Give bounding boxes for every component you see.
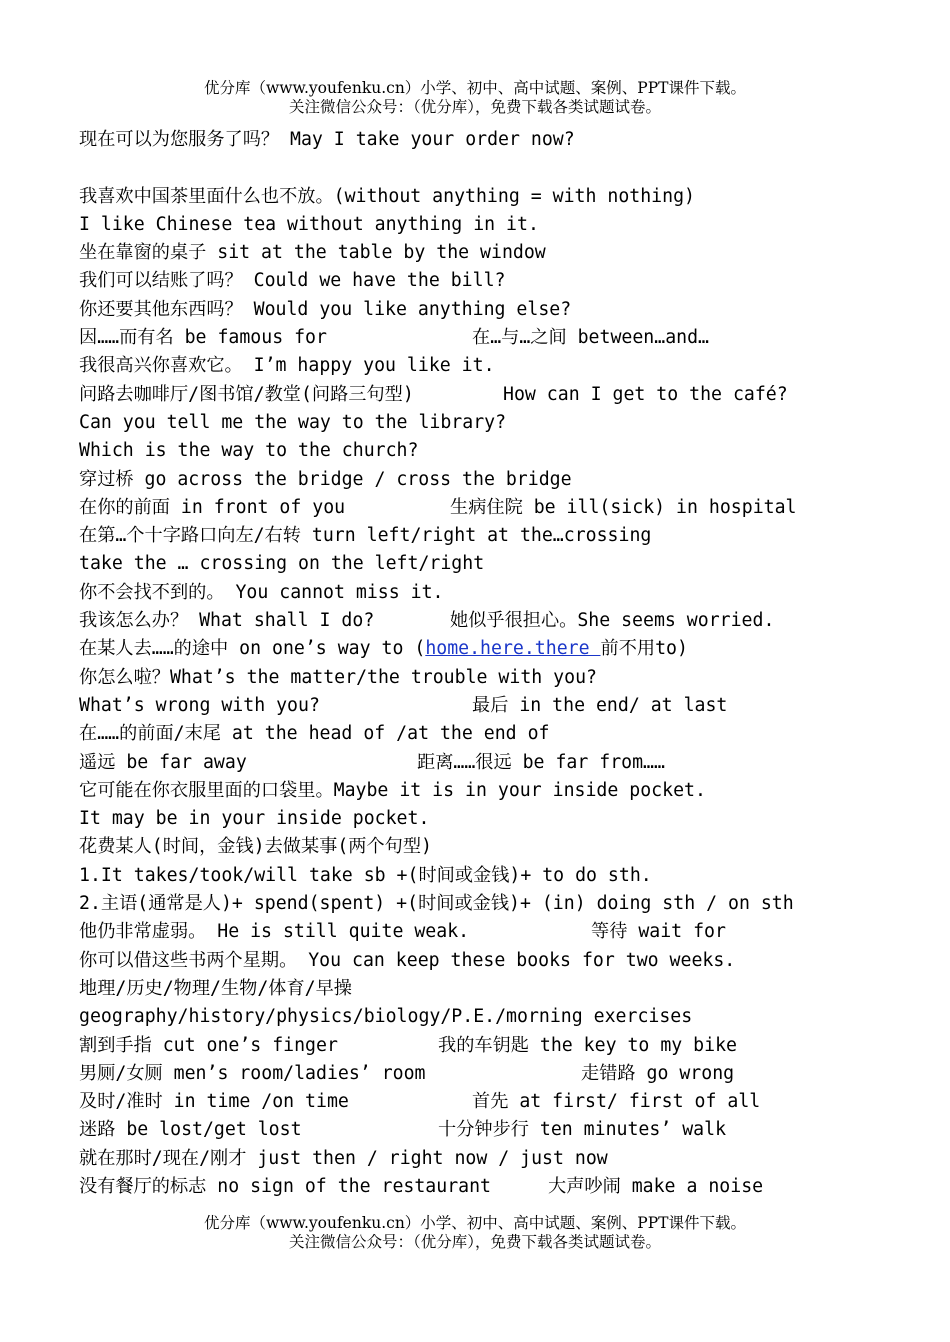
phrase-left: 及时/准时 in time /on time — [79, 1091, 349, 1113]
text-line: geography/history/physics/biology/P.E./morning exercises — [79, 1006, 693, 1028]
phrase-left: 因……而有名 be famous for — [79, 327, 327, 349]
phrase-left: 割到手指 cut one’s finger — [79, 1034, 338, 1056]
phrase-left: 他仍非常虚弱。 He is still quite weak. — [79, 921, 470, 943]
text-line: 地理/历史/物理/生物/体育/早操 — [79, 977, 352, 999]
text-line: 穿过桥 go across the bridge / cross the bridge — [79, 468, 572, 490]
text-line — [79, 1116, 939, 1144]
text-line: It may be in your inside pocket. — [79, 808, 430, 830]
phrase-right: 等待 wait for — [591, 921, 726, 943]
text-line: Which is the way to the church? — [79, 440, 419, 462]
text-line: 花费某人(时间，金钱)去做某事(两个句型) — [79, 836, 432, 858]
phrase-right: How can I get to the café? — [503, 383, 788, 405]
text-line — [79, 635, 939, 663]
phrase-right: 在…与…之间 between…and… — [472, 327, 709, 349]
footer-banner — [0, 1214, 950, 1252]
text-line: 你不会找不到的。 You cannot miss it. — [79, 581, 444, 603]
phrase-left: 遥远 be far away — [79, 751, 247, 773]
phrase-right: 首先 at first/ first of all — [472, 1091, 761, 1113]
phrase-left: 在某人去……的途中 on one’s way to ( — [79, 638, 426, 660]
phrase-left: 在你的前面 in front of you — [79, 496, 346, 518]
text-line: 我很高兴你喜欢它。 I’m happy you like it. — [79, 355, 495, 377]
phrase-right: 距离……很远 be far from…… — [417, 751, 665, 773]
text-line: 在第…个十字路口向左/右转 turn left/right at the…crossing — [79, 525, 652, 547]
text-line — [79, 918, 939, 946]
text-line — [79, 381, 939, 409]
text-line: 你怎么啦？What’s the matter/the trouble with you? — [79, 666, 597, 688]
header-banner — [0, 79, 950, 117]
text-line: 坐在靠窗的桌子 sit at the table by the window — [79, 242, 546, 264]
banner-line-2: 关注微信公众号：（优分库），免费下载各类试题试卷。 — [288, 1233, 661, 1251]
text-line — [79, 1173, 939, 1201]
phrase-right: 最后 in the end/ at last — [472, 694, 728, 716]
blank-line — [79, 154, 939, 182]
banner-line-1: 优分库（www.youfenku.cn）小学、初中、高中试题、案例、PPT课件下载。 — [203, 79, 747, 97]
text-line: I like Chinese tea without anything in it. — [79, 213, 539, 235]
phrase-right: 她似乎很担心。She seems worried. — [450, 610, 775, 632]
text-line: 现在可以为您服务了吗？ May I take your order now? — [79, 129, 575, 150]
phrase-right: 生病住院 be ill(sick) in hospital — [450, 496, 797, 518]
phrase-left: 迷路 be lost/get lost — [79, 1119, 302, 1141]
banner-line-1: 优分库（www.youfenku.cn）小学、初中、高中试题、案例、PPT课件下载。 — [203, 1214, 747, 1232]
home-here-there-link[interactable]: home.here.there — [425, 638, 601, 660]
text-line — [79, 749, 939, 777]
text-line — [79, 607, 939, 635]
phrase-right: 十分钟步行 ten minutes’ walk — [438, 1119, 727, 1141]
text-line — [79, 324, 939, 352]
phrase-note: 前不用to) — [600, 638, 688, 660]
phrase-left: 我该怎么办？ What shall I do? — [79, 610, 375, 632]
phrase-right: 我的车钥匙 the key to my bike — [438, 1034, 737, 1056]
phrase-left: 男厕/女厕 men’s room/ladies’ room — [79, 1062, 426, 1084]
banner-line-2: 关注微信公众号：（优分库），免费下载各类试题试卷。 — [288, 98, 661, 116]
text-line: 我们可以结账了吗？ Could we have the bill? — [79, 270, 506, 292]
text-line: 2.主语(通常是人)+ spend(spent) +(时间或金钱)+ (in) doing sth / on sth — [79, 893, 794, 915]
phrase-left: 没有餐厅的标志 no sign of the restaurant — [79, 1175, 492, 1197]
text-line — [79, 1060, 939, 1088]
text-line: 在……的前面/末尾 at the head of /at the end of — [79, 723, 550, 745]
text-line — [79, 1032, 939, 1060]
text-line: 你可以借这些书两个星期。 You can keep these books for two weeks. — [79, 949, 736, 971]
text-line: 你还要其他东西吗？ Would you like anything else? — [79, 298, 572, 320]
text-line: 1.It takes/took/will take sb +(时间或金钱)+ to do sth. — [79, 864, 652, 886]
text-line: Can you tell me the way to the library? — [79, 411, 507, 433]
text-line — [79, 1088, 939, 1116]
phrase-left: What’s wrong with you? — [79, 694, 320, 716]
phrase-right: 走错路 go wrong — [581, 1062, 735, 1084]
text-line — [79, 494, 939, 522]
phrase-right: 大声吵闹 make a noise — [548, 1175, 764, 1197]
text-line: take the … crossing on the left/right — [79, 553, 485, 575]
text-line — [79, 692, 939, 720]
text-line: 就在那时/现在/刚才 just then / right now / just now — [79, 1147, 608, 1169]
document-body — [79, 126, 939, 1201]
text-line: 它可能在你衣服里面的口袋里。Maybe it is in your inside pocket. — [79, 779, 706, 801]
phrase-left: 问路去咖啡厅/图书馆/教堂(问路三句型) — [79, 383, 414, 405]
text-line: 我喜欢中国茶里面什么也不放。(without anything = with nothing) — [79, 185, 695, 207]
